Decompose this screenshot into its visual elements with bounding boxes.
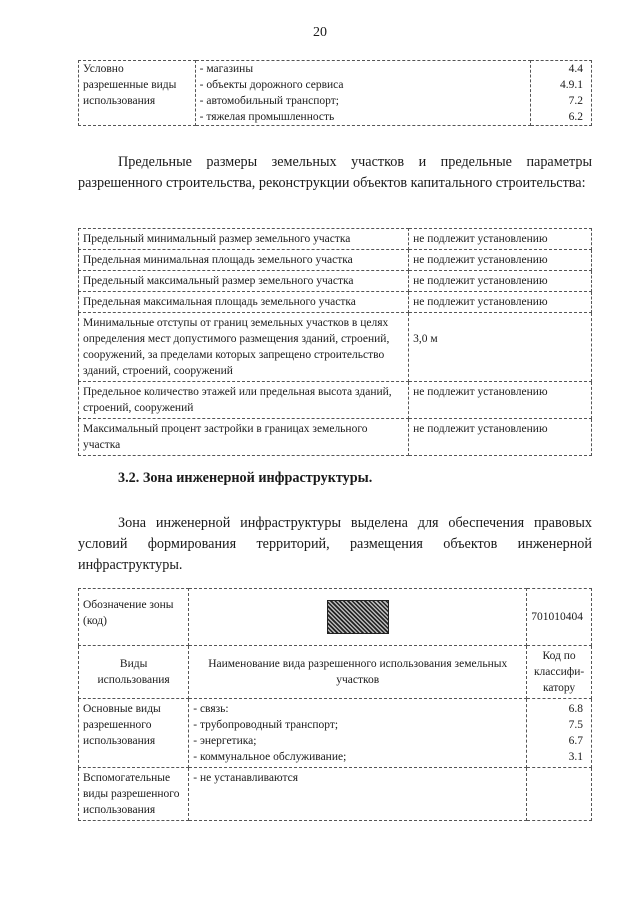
table-row: Предельный максимальный размер земельного участка не подлежит установлению <box>79 271 592 292</box>
zone-hatch-swatch <box>327 600 389 634</box>
aux-uses-code <box>527 768 592 821</box>
main-uses-codes <box>527 699 592 768</box>
table-row: Предельное количество этажей или предельная высота зданий, строений, сооружений не подлежит установлению <box>79 382 592 419</box>
list-item: - автомобильный транспорт; <box>199 95 339 107</box>
list-item: - магазины <box>199 63 254 75</box>
table-row: Предельная максимальная площадь земельного участка не подлежит установлению <box>79 292 592 313</box>
table-row: Предельная минимальная площадь земельного участка не подлежит установлению <box>79 250 592 271</box>
table-row: Максимальный процент застройки в границах земельного участка не подлежит установлению <box>79 419 592 456</box>
zone-code: 701010404 <box>527 589 592 646</box>
code-value: 6.7 <box>568 735 583 747</box>
conditional-uses-label: Условно разрешенные виды использования <box>79 61 196 126</box>
parameters-intro-paragraph: Предельные размеры земельных участков и предельные параметры разрешенного строительства, реконструкции объектов капитального строительства: <box>78 154 592 191</box>
code-value: 4.4 <box>568 63 583 75</box>
zone-label: Обозначение зоны (код) <box>79 589 189 646</box>
conditional-uses-table <box>78 60 592 126</box>
list-item: - коммунальное обслуживание; <box>193 751 347 763</box>
conditional-uses-codes <box>530 61 591 126</box>
code-value: 7.5 <box>568 719 583 731</box>
aux-uses-label: Вспомогательные виды разрешенного использования <box>79 768 189 821</box>
code-value: 7.2 <box>568 95 583 107</box>
zone-description-paragraph: Зона инженерной инфраструктуры выделена для обеспечения правовых условий формирования территорий, размещения объектов инженерной инфраструктуры. <box>78 515 592 573</box>
table-row <box>79 589 592 646</box>
header-types: Виды использования <box>79 646 189 699</box>
list-item: - трубопроводный транспорт; <box>193 719 339 731</box>
code-value: 6.8 <box>568 703 583 715</box>
table-row <box>79 699 592 768</box>
aux-uses-value: - не устанавливаются <box>189 768 527 821</box>
list-item: - энергетика; <box>193 735 257 747</box>
table-row: Предельный минимальный размер земельного участка не подлежит установлению <box>79 229 592 250</box>
header-code: Код по классифи-катору <box>527 646 592 699</box>
table-row <box>79 646 592 699</box>
zone-hatch-cell <box>189 589 527 646</box>
main-uses-label: Основные виды разрешенного использования <box>79 699 189 768</box>
header-name: Наименование вида разрешенного использования земельных участков <box>189 646 527 699</box>
limits-table <box>78 228 592 456</box>
table-row: Минимальные отступы от границ земельных участков в целях определения мест допустимого размещения зданий, строений, сооружений, за пределами которых запрещено строительство зданий, строений, сооружений 3,0 м <box>79 313 592 382</box>
main-uses-names <box>189 699 527 768</box>
code-value: 6.2 <box>568 111 583 123</box>
list-item: - связь: <box>193 703 229 715</box>
section-heading: 3.2. Зона инженерной инфраструктуры. <box>118 470 373 486</box>
list-item: - объекты дорожного сервиса <box>199 79 344 91</box>
page-number: 20 <box>313 25 327 40</box>
code-value: 4.9.1 <box>560 79 583 91</box>
conditional-uses-names <box>195 61 530 126</box>
code-value: 3.1 <box>568 751 583 763</box>
table-row <box>79 768 592 821</box>
zone-table <box>78 588 592 821</box>
list-item: - тяжелая промышленность <box>199 111 335 123</box>
